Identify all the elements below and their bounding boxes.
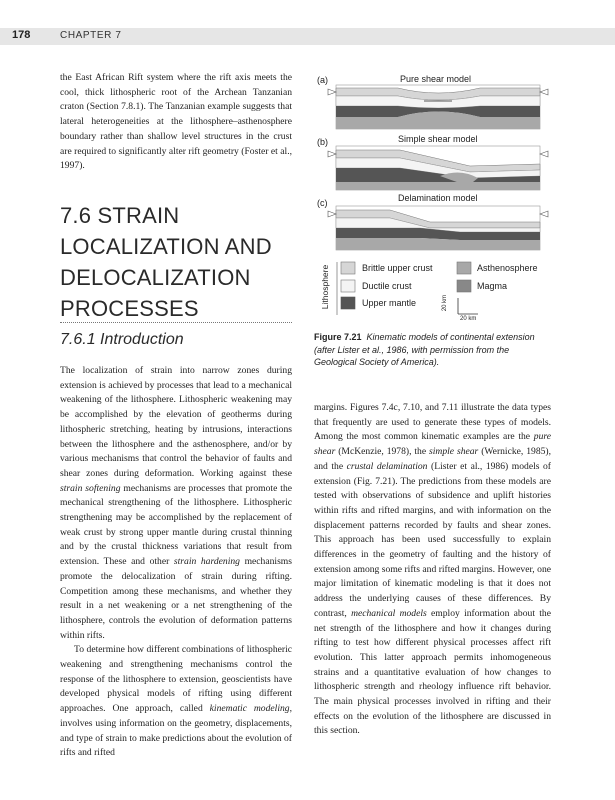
right-paragraph: margins. Figures 7.4c, 7.10, and 7.11 illustrate the data types that frequently are used to generate these types of models. Among the most common kinematic examples are the pure shear (McKenzie, 1978), the simple shear (Wernicke, 1985), and the crustal delamination (Lister et al., 1986) models of extension (Fig. 7.21). The predictions from these models are tested with observations of subsidence and uplift histories within rifts and rifted margins, and with information on the displacement patterns recorded by faults and shear zones. This approach has been used successfully to explain differences in the geometry of faulting and the history of extension among some rifts and rifted margins. However, one major limitation of kinematic modeling is that it does not address the underlying causes of these differences. By contrast, mechanical models employ information about the net strength of the lithosphere and how it changes during rifting to test how different physical processes affect rift evolution. This latter approach permits inhomogeneous strains and a quantitative evaluation of how changes to lithospheric strength and rheology influence rift behavior. The main physical processes involved in rifting and their effects on the evolution of the lithosphere are discussed in this section. [314, 402, 552, 737]
panel-a-diagram [328, 85, 548, 129]
caption-text: Kinematic models of continental extension (after Lister et al., 1986, with permission from the Geological Society of America). [314, 332, 535, 367]
left-body [60, 364, 292, 761]
section-title-line1: 7.6 STRAIN [60, 203, 180, 228]
panel-c-diagram [328, 206, 548, 250]
panel-c-label: (c) [317, 198, 328, 208]
page-number: 178 [12, 29, 31, 41]
left-paragraph-1: The localization of strain into narrow zones during extension is achieved by processes that lead to a mechanical weakening of the lithosphere. Lithospheric weakening may be accomplished by the elevation of geotherms during lithospheric stretching, heating by intrusions, interactions between the lithosphere and the asthenosphere, and/or by various mechanisms that control the behavior of faults and shear zones during deformation. Working against these strain softening mechanisms are processes that promote the mechanical strengthening of the lithosphere. Lithospheric strengthening may be accomplished by the replacement of weak crust by strong upper mantle during crustal thinning and by the crustal thickness variations that result from extension. These and other strain hardening mechanisms promote the delocalization of strain during rifting. Competition among these mechanisms, and whether they result in a net weakening or a net strengthening of the lithosphere, controls the evolution of deformation patterns within rifts. [60, 365, 293, 641]
scale-vertical-label: 20 km [442, 294, 449, 312]
figure-caption [314, 331, 551, 369]
figure-7-21 [0, 0, 615, 330]
legend-asthenosphere-label: Asthenosphere [477, 263, 538, 273]
chapter-label: CHAPTER 7 [60, 30, 122, 41]
section-title-line2: LOCALIZATION AND [60, 234, 272, 259]
panel-a-label: (a) [317, 75, 328, 85]
panel-b-label: (b) [317, 137, 328, 147]
panel-a-title: Pure shear model [400, 74, 472, 84]
scale-horizontal-label: 20 km [460, 316, 477, 322]
section-title-line3: DELOCALIZATION [60, 265, 251, 290]
legend-lithosphere-label: Lithosphere [320, 264, 331, 310]
panel-b-title: Simple shear model [398, 134, 478, 144]
legend-swatch-mantle [341, 297, 355, 309]
left-paragraph-2: To determine how different combinations of lithospheric weakening and strengthening mechanisms control the response of the lithosphere to extension, geoscientists have developed physical models of rifting using different approaches. One approach, called kinematic modeling, involves using information on the geometry, displacements, and type of strain to make predictions about the evolution of rifts and rifted [60, 644, 292, 759]
panel-c-title: Delamination model [398, 193, 478, 203]
legend-ductile-label: Ductile crust [362, 281, 412, 291]
legend-swatch-brittle [341, 262, 355, 274]
legend-swatch-magma [457, 280, 471, 292]
legend-magma-label: Magma [477, 281, 508, 291]
panel-b-diagram [328, 146, 548, 190]
caption-number: Figure 7.21 [314, 332, 362, 342]
subsection-title: 7.6.1 Introduction [60, 331, 184, 348]
legend-swatch-ductile [341, 280, 355, 292]
legend-swatch-asthenosphere [457, 262, 471, 274]
intro-paragraph: the East African Rift system where the rift axis meets the cool, thick lithospheric root of the Archean Tanzanian craton (Section 7.8.1). The Tanzanian example suggests that lateral heterogeneities at the lithosphere–asthenosphere boundary rather than shallow level structures in the crust are required to significantly alter rift geometry (Foster et al., 1997). [60, 72, 292, 172]
legend-brittle-label: Brittle upper crust [362, 263, 433, 273]
section-title-line4: PROCESSES [60, 296, 199, 321]
legend-mantle-label: Upper mantle [362, 298, 417, 308]
